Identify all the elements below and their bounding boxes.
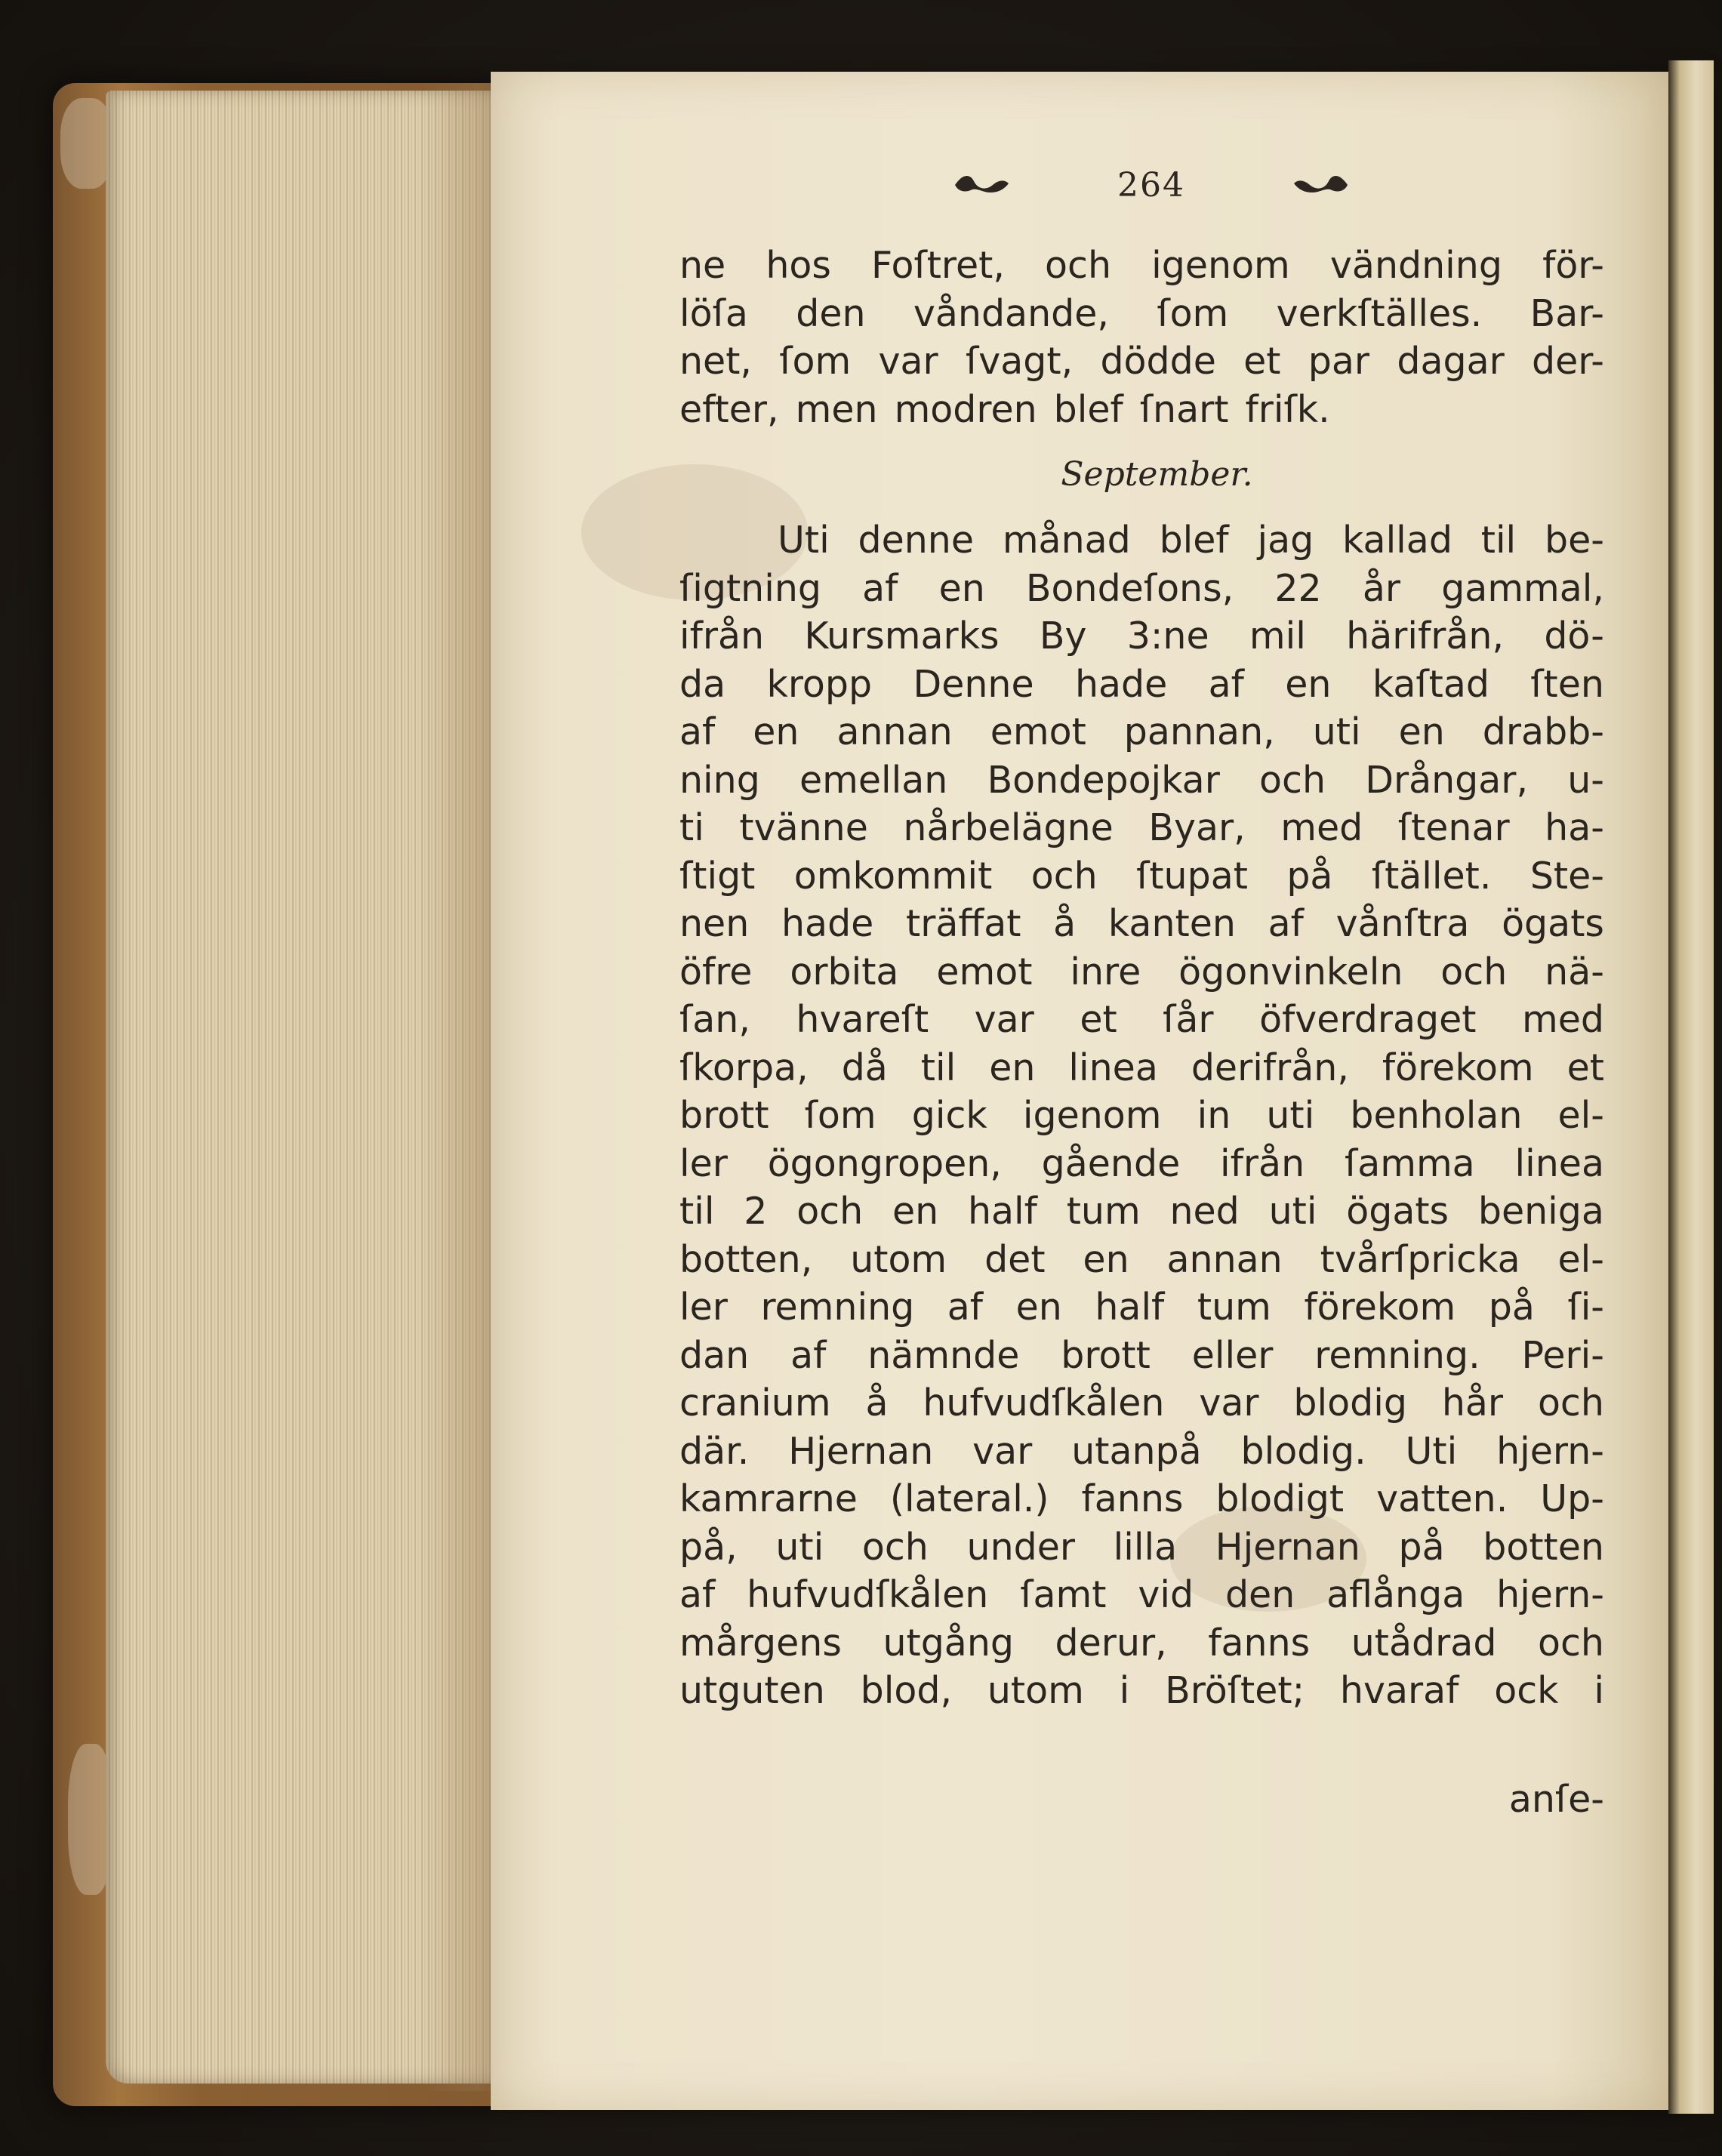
word: ögonvinkeln — [1178, 950, 1403, 993]
fleuron-right-ornament — [1291, 170, 1351, 200]
word: med — [1280, 806, 1363, 849]
word: blef — [1159, 519, 1229, 562]
word: ſkorpa, — [679, 1046, 809, 1089]
word: men — [795, 387, 878, 431]
word: botten, — [679, 1237, 813, 1281]
word: ſamma — [1344, 1141, 1475, 1185]
word: af — [679, 710, 716, 753]
word: kropp — [766, 662, 873, 706]
word: in — [1197, 1094, 1231, 1137]
word: Foſtret, — [871, 244, 1005, 287]
word: gående — [1041, 1141, 1181, 1185]
word: af — [862, 566, 898, 610]
word: vändning — [1329, 244, 1502, 287]
text-line — [679, 804, 1604, 852]
word: efter, — [679, 387, 779, 431]
word: mårgens — [679, 1621, 842, 1665]
word: och — [796, 1190, 864, 1233]
text-line — [679, 948, 1604, 996]
word: ock — [1494, 1669, 1559, 1712]
text-line — [679, 1140, 1604, 1188]
text-line — [679, 1187, 1604, 1236]
text-line — [679, 1379, 1604, 1428]
word: et — [1243, 340, 1281, 383]
word: ſtigt — [679, 854, 756, 898]
word: der- — [1532, 340, 1604, 383]
word: våndande, — [913, 291, 1109, 335]
word: en — [1015, 1286, 1062, 1329]
word: ſom — [1157, 291, 1229, 335]
word: et — [1080, 998, 1117, 1041]
word: Hjernan — [788, 1429, 934, 1473]
text-line — [679, 242, 1604, 290]
word: utådrad — [1351, 1621, 1497, 1665]
word: til — [920, 1046, 956, 1089]
word: ning — [679, 758, 760, 802]
word: Ste- — [1529, 854, 1604, 898]
word: blodigt — [1215, 1477, 1345, 1520]
word: ſnart — [1139, 387, 1229, 431]
text-line — [679, 1332, 1604, 1380]
word: cranium — [679, 1381, 831, 1424]
word: öfre — [679, 950, 753, 993]
word: annan — [836, 710, 953, 753]
word: ſtupat — [1136, 854, 1248, 898]
word: til — [679, 1190, 715, 1233]
word: tvänne — [739, 806, 868, 849]
word: ned — [1169, 1190, 1240, 1233]
word: nen — [679, 902, 750, 945]
word: för- — [1542, 244, 1604, 287]
word: var — [878, 340, 938, 383]
word: benholan — [1350, 1094, 1523, 1137]
word: i — [1594, 1669, 1604, 1712]
word: el- — [1557, 1237, 1604, 1281]
word: en — [1083, 1237, 1129, 1281]
word: en — [892, 1190, 939, 1233]
word: ne — [679, 244, 726, 287]
word: hos — [766, 244, 831, 287]
word: ſom — [779, 340, 852, 383]
word: på — [1398, 1525, 1445, 1569]
word: utanpå — [1071, 1429, 1202, 1473]
word: en — [753, 710, 799, 753]
word: verkſtälles. — [1276, 291, 1483, 335]
word: och — [1259, 758, 1326, 802]
text-line — [679, 290, 1604, 338]
word: hade — [781, 902, 874, 945]
word: ti — [679, 806, 704, 849]
word: ſtället. — [1371, 854, 1492, 898]
word: dan — [679, 1333, 750, 1377]
word: uti — [1266, 1094, 1315, 1137]
word: Uti — [1405, 1429, 1458, 1473]
word: å — [865, 1381, 889, 1424]
text-line — [679, 386, 1604, 434]
word: annan — [1166, 1237, 1283, 1281]
word: Byar, — [1148, 806, 1246, 849]
word: utom — [850, 1237, 947, 1281]
word: orbita — [790, 950, 899, 993]
word: tum — [1066, 1190, 1141, 1233]
word: igenom — [1151, 244, 1290, 287]
word: hvareſt — [796, 998, 929, 1041]
word: tvårſpricka — [1320, 1237, 1520, 1281]
word: hvaraf — [1339, 1669, 1459, 1712]
word: en — [1398, 710, 1445, 753]
word: modren — [894, 387, 1037, 431]
word: friſk. — [1245, 387, 1330, 431]
word: Uti — [778, 519, 830, 562]
word: hade — [1074, 662, 1168, 706]
word: inre — [1070, 950, 1141, 993]
text-line — [679, 612, 1604, 661]
word: och — [1537, 1381, 1604, 1424]
word: Bondeſons, — [1025, 566, 1234, 610]
word: ifrån — [679, 614, 765, 658]
word: drabb- — [1482, 710, 1604, 753]
word: uti — [1268, 1190, 1317, 1233]
word: igenom — [1022, 1094, 1162, 1137]
fleuron-left-ornament — [951, 170, 1012, 200]
word: år — [1362, 566, 1401, 610]
word: fanns — [1081, 1477, 1184, 1520]
word: ſår — [1163, 998, 1214, 1041]
text-line — [679, 900, 1604, 948]
word: och — [1045, 244, 1112, 287]
word: uti — [775, 1525, 824, 1569]
word: var — [972, 1429, 1033, 1473]
word: kamrarne — [679, 1477, 858, 1520]
word: på — [1488, 1286, 1535, 1329]
word: 2 — [744, 1190, 768, 1233]
running-head — [951, 159, 1351, 211]
word: mil — [1249, 614, 1306, 658]
word: och — [861, 1525, 929, 1569]
text-line — [679, 1044, 1604, 1092]
word: hjern- — [1496, 1429, 1604, 1473]
word: det — [984, 1237, 1046, 1281]
word: Bondepojkar — [987, 758, 1220, 802]
word: hjern- — [1496, 1573, 1604, 1616]
text-line — [679, 1283, 1604, 1332]
text-line — [679, 996, 1604, 1044]
word: då — [841, 1046, 888, 1089]
word: ſan, — [679, 998, 750, 1041]
text-line — [679, 1667, 1604, 1715]
word: förekom — [1382, 1046, 1534, 1089]
word: net, — [679, 340, 752, 383]
word: el- — [1557, 1094, 1604, 1137]
word: kaſtad — [1372, 662, 1489, 706]
word: u- — [1567, 758, 1604, 802]
word: ſtenar — [1397, 806, 1510, 849]
word: half — [967, 1190, 1037, 1233]
word: fanns — [1208, 1621, 1311, 1665]
word: denne — [858, 519, 975, 562]
word: lilla — [1113, 1525, 1178, 1569]
word: jag — [1257, 519, 1314, 562]
word: en — [989, 1046, 1036, 1089]
word: brott — [1061, 1333, 1151, 1377]
word: pannan, — [1123, 710, 1275, 753]
word: ſvagt, — [965, 340, 1074, 383]
text-line — [679, 1619, 1604, 1668]
text-line — [679, 516, 1604, 565]
word: med — [1521, 998, 1604, 1041]
word: gick — [911, 1094, 987, 1137]
word: hufvudſkålen — [923, 1381, 1165, 1424]
word: där. — [679, 1429, 750, 1473]
word: den — [1224, 1573, 1295, 1616]
word: utgång — [883, 1621, 1014, 1665]
word: dagar — [1397, 340, 1505, 383]
word: blodig — [1293, 1381, 1407, 1424]
word: på — [1286, 854, 1333, 898]
word: emot — [936, 950, 1033, 993]
word: 3:ne — [1126, 614, 1209, 658]
word: af — [679, 1573, 716, 1616]
word: aflånga — [1326, 1573, 1465, 1616]
text-line — [679, 1428, 1604, 1476]
text-line — [679, 565, 1604, 613]
word: den — [796, 291, 866, 335]
word: Bar- — [1529, 291, 1604, 335]
word: Hjernan — [1215, 1525, 1360, 1569]
word: af — [790, 1333, 827, 1377]
word: ſten — [1530, 662, 1604, 706]
text-line — [679, 708, 1604, 756]
word: af — [947, 1286, 984, 1329]
word: ſom — [804, 1094, 876, 1137]
word: månad — [1002, 519, 1131, 562]
word: remning. — [1314, 1333, 1480, 1377]
word: Kursmarks — [804, 614, 1000, 658]
word: tum — [1197, 1286, 1271, 1329]
text-line — [679, 661, 1604, 709]
word: kanten — [1107, 902, 1236, 945]
word: ifrån — [1220, 1141, 1305, 1185]
word: emellan — [799, 758, 948, 802]
word: förekom — [1304, 1286, 1456, 1329]
word: linea — [1514, 1141, 1604, 1185]
word: eller — [1191, 1333, 1274, 1377]
text-line — [679, 337, 1604, 386]
word: en — [938, 566, 985, 610]
word: par — [1308, 340, 1370, 383]
word: et — [1566, 1046, 1604, 1089]
word: derur, — [1055, 1621, 1167, 1665]
text-line — [679, 852, 1604, 901]
word: och — [1440, 950, 1508, 993]
word: utguten — [679, 1669, 825, 1712]
catchword: anſe- — [1508, 1778, 1604, 1821]
word: ſi- — [1567, 1286, 1604, 1329]
word: nårbelägne — [903, 806, 1114, 849]
word: uti — [1312, 710, 1361, 753]
word: til — [1480, 519, 1517, 562]
word: under — [966, 1525, 1076, 1569]
word: var — [974, 998, 1034, 1041]
word: dödde — [1100, 340, 1216, 383]
word: beniga — [1477, 1190, 1604, 1233]
word: af — [1208, 662, 1244, 706]
word: ögats — [1346, 1190, 1449, 1233]
word: be- — [1544, 519, 1604, 562]
word: vatten. — [1376, 1477, 1508, 1520]
text-line — [679, 1236, 1604, 1284]
word: utom — [987, 1669, 1084, 1712]
word: öfverdraget — [1259, 998, 1477, 1041]
word: en — [1285, 662, 1332, 706]
word: Peri- — [1521, 1333, 1604, 1377]
word: ſigtning — [679, 566, 822, 610]
word: nämnde — [867, 1333, 1020, 1377]
text-line — [679, 1092, 1604, 1140]
page-text — [679, 242, 1604, 1715]
word: hufvudſkålen — [747, 1573, 989, 1616]
word: blodig. — [1240, 1429, 1366, 1473]
word: vid — [1138, 1573, 1194, 1616]
word: Up- — [1540, 1477, 1604, 1520]
word: Denne — [913, 662, 1034, 706]
word: ler — [679, 1286, 728, 1329]
word: och — [1537, 1621, 1604, 1665]
word: af — [1268, 902, 1304, 945]
word: härifrån, — [1346, 614, 1505, 658]
word: blef — [1053, 387, 1123, 431]
word: löſa — [679, 291, 748, 335]
word: linea — [1068, 1046, 1158, 1089]
word: remning — [760, 1286, 915, 1329]
word: 22 — [1274, 566, 1322, 610]
text-line — [679, 1523, 1604, 1572]
word: da — [679, 662, 726, 706]
page-number: 264 — [1117, 165, 1185, 205]
word: ha- — [1545, 806, 1604, 849]
word: på, — [679, 1525, 738, 1569]
facing-page-edge — [1668, 60, 1714, 2114]
word: ſamt — [1020, 1573, 1107, 1616]
section-heading: September. — [1061, 455, 1253, 494]
word: och — [1030, 854, 1098, 898]
word: dö- — [1544, 614, 1604, 658]
word: brott — [679, 1094, 769, 1137]
word: (lateral.) — [889, 1477, 1049, 1520]
word: half — [1095, 1286, 1165, 1329]
word: botten — [1483, 1525, 1604, 1569]
word: ögongropen, — [767, 1141, 1002, 1185]
word: nä- — [1545, 950, 1604, 993]
text-line — [679, 1571, 1604, 1619]
word: ögats — [1502, 902, 1604, 945]
word: vånſtra — [1335, 902, 1470, 945]
word: By — [1039, 614, 1087, 658]
word: å — [1053, 902, 1077, 945]
word: omkommit — [793, 854, 993, 898]
word: derifrån, — [1191, 1046, 1349, 1089]
word: kallad — [1342, 519, 1452, 562]
word: var — [1199, 1381, 1259, 1424]
word: i — [1119, 1669, 1130, 1712]
word: ler — [679, 1141, 728, 1185]
word: hår — [1441, 1381, 1504, 1424]
text-line — [679, 1475, 1604, 1523]
word: blod, — [860, 1669, 953, 1712]
word: Drångar, — [1365, 758, 1529, 802]
word: Bröſtet; — [1165, 1669, 1305, 1712]
text-line — [679, 756, 1604, 805]
word: träffat — [906, 902, 1021, 945]
word: gammal, — [1441, 566, 1604, 610]
word: emot — [990, 710, 1086, 753]
